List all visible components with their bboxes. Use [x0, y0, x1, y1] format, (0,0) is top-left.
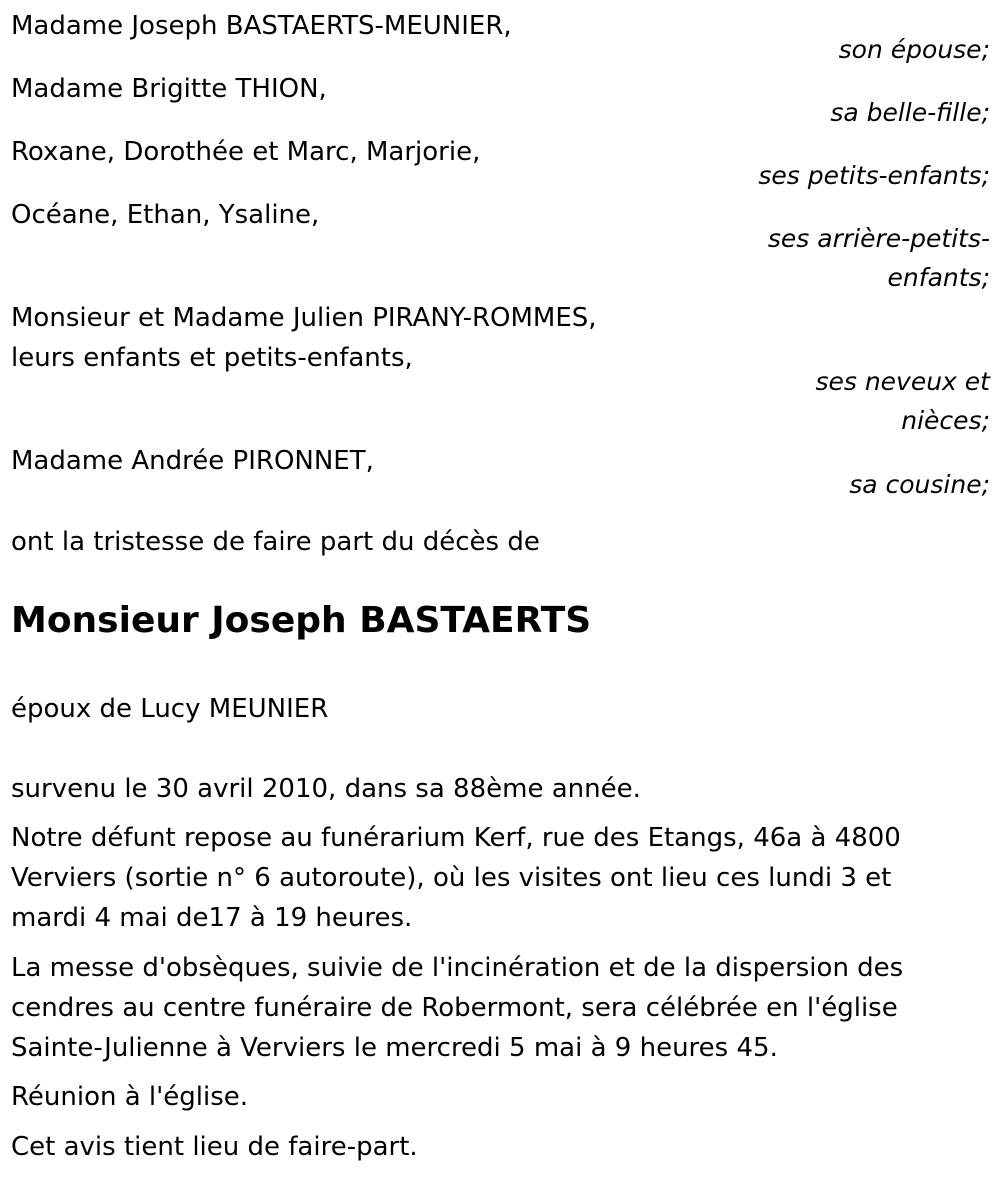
funeral-mass-paragraph: La messe d'obsèques, suivie de l'incinération et de la dispersion des cendres au centre funéraire de Robermont, sera célébrée en l'église Sainte-Julienne à Verviers le mercredi 5 mai à 9 heures 45. — [11, 953, 904, 1063]
spouse-line: époux de Lucy MEUNIER — [11, 694, 329, 724]
relation-great-grandchildren: ses arrière-petits-enfants; — [767, 224, 990, 292]
announcement-text: ont la tristesse de faire part du décès de — [11, 527, 540, 557]
death-date-paragraph: survenu le 30 avril 2010, dans sa 88ème année. — [11, 774, 641, 804]
family-name-nephews-2: leurs enfants et petits-enfants, — [11, 343, 413, 373]
family-name-grandchildren: Roxane, Dorothée et Marc, Marjorie, — [11, 137, 481, 167]
meeting-paragraph: Réunion à l'église. — [11, 1082, 249, 1112]
deceased-name: Monsieur Joseph BASTAERTS — [11, 600, 592, 641]
family-name-nephews-1: Monsieur et Madame Julien PIRANY-ROMMES, — [11, 303, 597, 333]
relation-spouse: son épouse; — [838, 35, 990, 64]
relation-grandchildren: ses petits-enfants; — [758, 161, 990, 190]
notice-paragraph: Cet avis tient lieu de faire-part. — [11, 1132, 418, 1162]
family-name-spouse: Madame Joseph BASTAERTS-MEUNIER, — [11, 11, 512, 41]
family-name-cousin: Madame Andrée PIRONNET, — [11, 446, 374, 476]
family-name-daughter-in-law: Madame Brigitte THION, — [11, 74, 327, 104]
relation-cousin: sa cousine; — [849, 470, 990, 499]
visitation-paragraph: Notre défunt repose au funérarium Kerf, rue des Etangs, 46a à 4800 Verviers (sortie n° 6 autoroute), où les visites ont lieu ces lundi 3 et mardi 4 mai de17 à 19 heures. — [11, 823, 901, 933]
relation-nephews: ses neveux et nièces; — [815, 367, 990, 435]
family-name-great-grandchildren: Océane, Ethan, Ysaline, — [11, 200, 320, 230]
relation-daughter-in-law: sa belle-fille; — [830, 98, 990, 127]
